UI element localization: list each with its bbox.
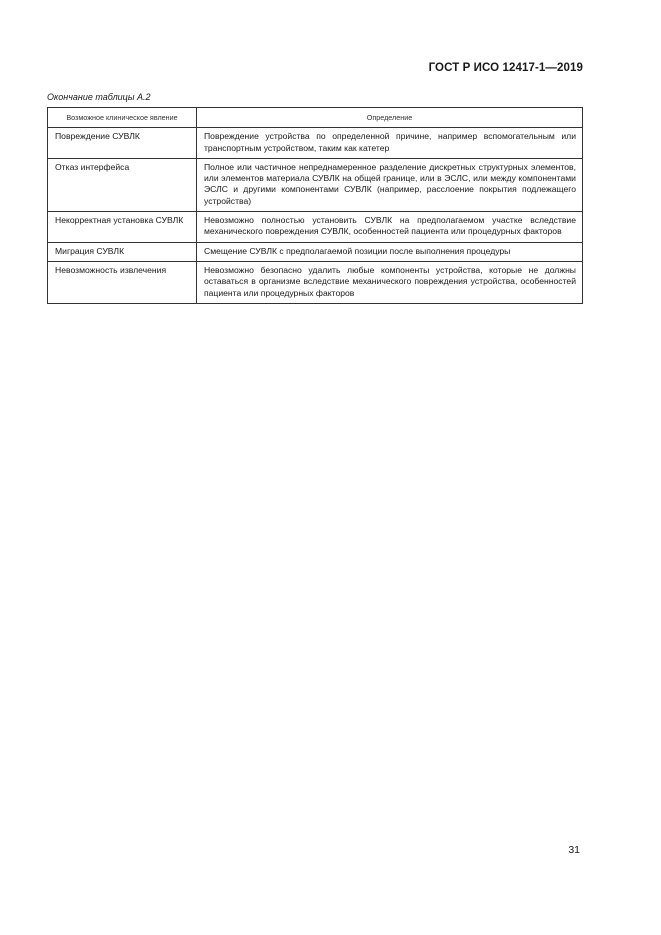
phenomenon-cell: Невозможность извлечения — [48, 261, 197, 303]
column-header-phenomenon: Возможное клиническое явление — [48, 108, 197, 128]
table-row — [48, 242, 583, 261]
table-header-row — [48, 108, 583, 128]
definition-cell: Полное или частичное непреднамеренное разделение дискретных структурных элементов, или элементов материала СУВЛК на общей границе, или в ЭСЛС, или между компонентами ЭСЛС и другими компонентами СУВЛК (например, расслоение покрытия подлежащего устройства) — [197, 158, 583, 211]
definitions-table — [47, 107, 583, 304]
phenomenon-cell: Повреждение СУВЛК — [48, 128, 197, 159]
definition-cell: Повреждение устройства по определенной причине, например вспомогательным или транспортным устройством, таким как катетер — [197, 128, 583, 159]
table-caption: Окончание таблицы А.2 — [47, 92, 151, 102]
definition-cell: Смещение СУВЛК с предполагаемой позиции после выполнения процедуры — [197, 242, 583, 261]
phenomenon-cell: Миграция СУВЛК — [48, 242, 197, 261]
phenomenon-cell: Отказ интерфейса — [48, 158, 197, 211]
table-row — [48, 128, 583, 159]
table-row — [48, 212, 583, 243]
phenomenon-cell: Некорректная установка СУВЛК — [48, 212, 197, 243]
column-header-definition: Определение — [197, 108, 583, 128]
table-row — [48, 261, 583, 303]
document-standard-code: ГОСТ Р ИСО 12417-1—2019 — [428, 62, 583, 74]
table-row — [48, 158, 583, 211]
definition-cell: Невозможно полностью установить СУВЛК на предполагаемом участке вследствие механического повреждения СУВЛК, особенностей пациента или процедурных факторов — [197, 212, 583, 243]
page-number: 31 — [568, 844, 580, 856]
definition-cell: Невозможно безопасно удалить любые компоненты устройства, которые не должны оставаться в организме вследствие механического повреждения устройства, особенностей пациента или процедурных факторов — [197, 261, 583, 303]
